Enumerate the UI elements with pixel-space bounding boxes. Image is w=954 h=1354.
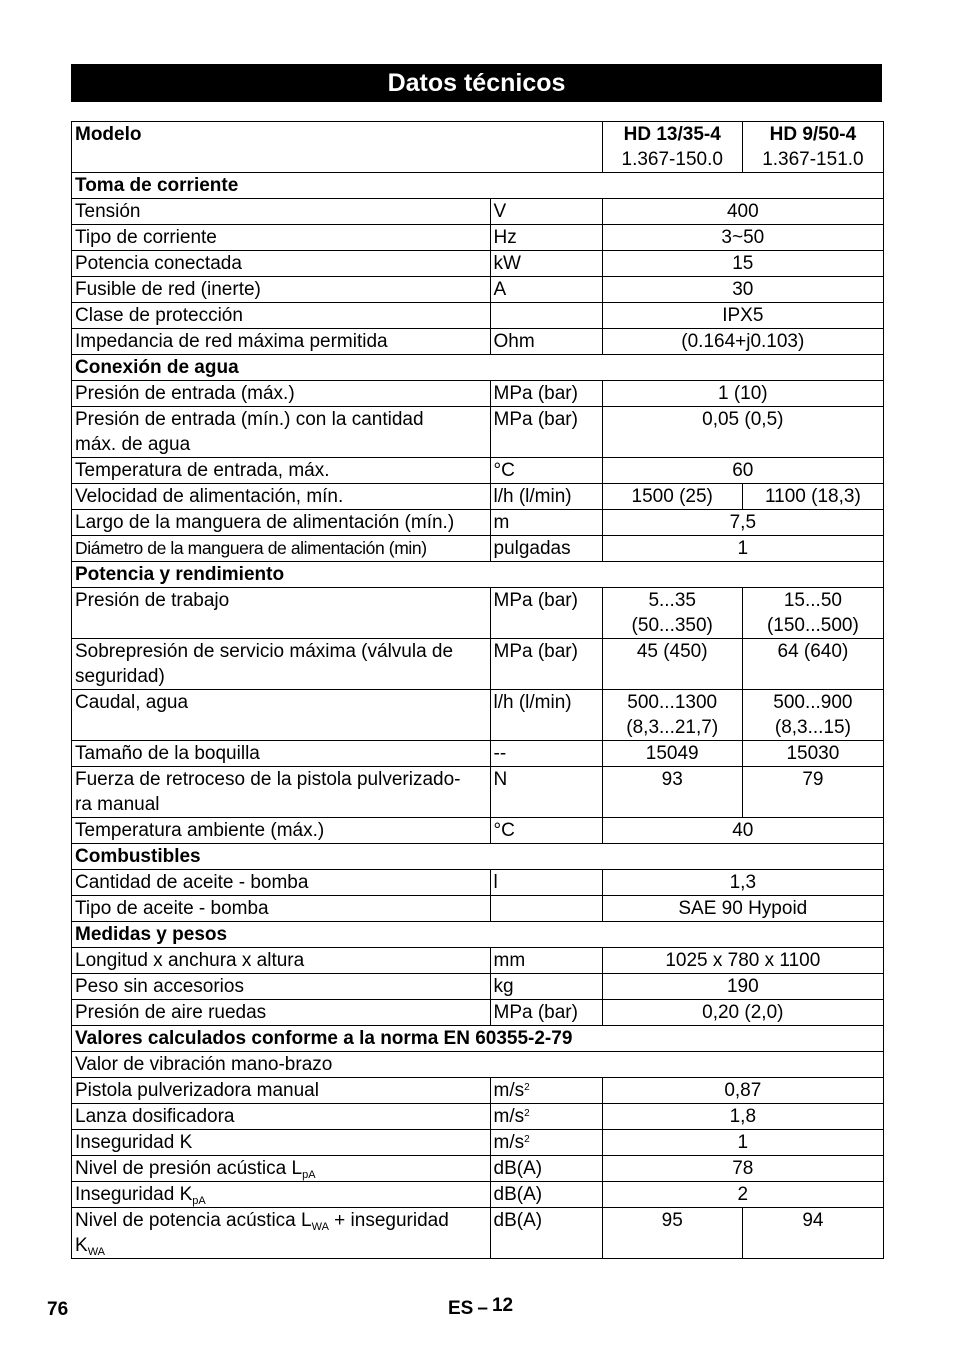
table-cell: 0,20 (2,0) <box>602 1000 883 1026</box>
table-cell: MPa (bar) <box>490 1000 602 1026</box>
table-cell: Presión de aire ruedas <box>72 1000 491 1026</box>
footer-lang-page: ES – 12 <box>448 1295 514 1319</box>
table-cell: (0.164+j0.103) <box>602 329 883 355</box>
table-cell: °C <box>490 818 602 844</box>
section-row <box>72 562 884 588</box>
table-cell <box>490 896 602 922</box>
table-cell: Potencia y rendimiento <box>72 562 884 588</box>
section-row <box>72 922 884 948</box>
section-row <box>72 844 884 870</box>
table-cell: l/h (l/min) <box>490 690 602 741</box>
table-cell: Toma de corriente <box>72 173 884 199</box>
table-cell: 64 (640) <box>742 639 883 690</box>
table-cell: MPa (bar) <box>490 381 602 407</box>
table-cell: 1,8 <box>602 1104 883 1130</box>
table-cell: mm <box>490 948 602 974</box>
section-row <box>72 355 884 381</box>
table-cell: Valor de vibración mano-brazo <box>72 1052 884 1078</box>
table-cell <box>490 303 602 329</box>
table-cell: A <box>490 277 602 303</box>
table-cell: Lanza dosificadora <box>72 1104 491 1130</box>
table-cell: $m/s^2$ <box>490 1104 602 1130</box>
table-cell: 3~50 <box>602 225 883 251</box>
table-cell: Largo de la manguera de alimentación (mín.) <box>72 510 491 536</box>
table-cell: 1 (10) <box>602 381 883 407</box>
table-row <box>72 199 884 225</box>
table-row <box>72 1208 884 1259</box>
table-row <box>72 741 884 767</box>
table-cell: Valores calculados conforme a la norma EN 60355-2-79 <box>72 1026 884 1052</box>
table-row <box>72 948 884 974</box>
table-cell: Tipo de aceite - bomba <box>72 896 491 922</box>
table-cell: $m/s^2$ <box>490 1130 602 1156</box>
table-cell: 1,3 <box>602 870 883 896</box>
table-cell: l <box>490 870 602 896</box>
table-cell: Tamaño de la boquilla <box>72 741 491 767</box>
table-cell: 500...900 (8,3...15) <box>742 690 883 741</box>
table-cell: 0,05 (0,5) <box>602 407 883 458</box>
table-cell: Nivel de potencia acústica $L_{WA}$ + inseguridad $K_{WA}$ <box>72 1208 491 1259</box>
table-cell: Inseguridad $K_{pA}$ <box>72 1182 491 1208</box>
table-header-row <box>72 122 884 173</box>
table-cell: 79 <box>742 767 883 818</box>
table-row <box>72 303 884 329</box>
table-row <box>72 251 884 277</box>
table-cell: 190 <box>602 974 883 1000</box>
table-cell: °C <box>490 458 602 484</box>
model-1-header: HD 13/35-4 1.367-150.0 <box>602 122 742 173</box>
table-cell: Ohm <box>490 329 602 355</box>
modelo-label: Modelo <box>72 122 603 173</box>
table-cell: -- <box>490 741 602 767</box>
table-row <box>72 974 884 1000</box>
table-cell: Velocidad de alimentación, mín. <box>72 484 491 510</box>
table-row <box>72 1000 884 1026</box>
table-cell: 40 <box>602 818 883 844</box>
table-cell: dB(A) <box>490 1156 602 1182</box>
model-2-header: HD 9/50-4 1.367-151.0 <box>742 122 883 173</box>
table-row <box>72 1052 884 1078</box>
table-cell: kW <box>490 251 602 277</box>
table-cell: 15049 <box>602 741 742 767</box>
table-cell: MPa (bar) <box>490 588 602 639</box>
table-cell: Tensión <box>72 199 491 225</box>
table-cell: 60 <box>602 458 883 484</box>
table-cell: Impedancia de red máxima permitida <box>72 329 491 355</box>
table-cell: Fuerza de retroceso de la pistola pulverizado- ra manual <box>72 767 491 818</box>
table-cell: 1025 x 780 x 1100 <box>602 948 883 974</box>
table-cell: l/h (l/min) <box>490 484 602 510</box>
table-cell: MPa (bar) <box>490 407 602 458</box>
table-cell: m <box>490 510 602 536</box>
page-title: Datos técnicos <box>71 64 882 102</box>
table-row <box>72 329 884 355</box>
table-cell: SAE 90 Hypoid <box>602 896 883 922</box>
table-cell: Presión de trabajo <box>72 588 491 639</box>
table-cell: Sobrepresión de servicio máxima (válvula de seguridad) <box>72 639 491 690</box>
table-cell: 400 <box>602 199 883 225</box>
table-row <box>72 407 884 458</box>
table-row <box>72 510 884 536</box>
section-row <box>72 1026 884 1052</box>
table-cell: Combustibles <box>72 844 884 870</box>
table-cell: Tipo de corriente <box>72 225 491 251</box>
section-row <box>72 173 884 199</box>
table-cell: 94 <box>742 1208 883 1259</box>
table-cell: Medidas y pesos <box>72 922 884 948</box>
table-row <box>72 690 884 741</box>
table-row <box>72 277 884 303</box>
table-cell: N <box>490 767 602 818</box>
table-cell: Hz <box>490 225 602 251</box>
table-cell: 500...1300 (8,3...21,7) <box>602 690 742 741</box>
table-row <box>72 767 884 818</box>
table-cell: 1 <box>602 1130 883 1156</box>
table-cell: dB(A) <box>490 1208 602 1259</box>
table-row <box>72 1078 884 1104</box>
table-cell: 0,87 <box>602 1078 883 1104</box>
table-row <box>72 818 884 844</box>
table-cell: Inseguridad K <box>72 1130 491 1156</box>
table-cell: IPX5 <box>602 303 883 329</box>
table-cell: Presión de entrada (mín.) con la cantidad máx. de agua <box>72 407 491 458</box>
table-cell: 7,5 <box>602 510 883 536</box>
table-row <box>72 1130 884 1156</box>
table-row <box>72 639 884 690</box>
table-row <box>72 1156 884 1182</box>
table-row <box>72 458 884 484</box>
table-cell: Pistola pulverizadora manual <box>72 1078 491 1104</box>
table-row <box>72 381 884 407</box>
table-cell: Cantidad de aceite - bomba <box>72 870 491 896</box>
table-cell: Clase de protección <box>72 303 491 329</box>
table-cell: 15...50 (150...500) <box>742 588 883 639</box>
table-cell: 95 <box>602 1208 742 1259</box>
table-cell: Diámetro de la manguera de alimentación (min) <box>72 536 491 562</box>
table-row <box>72 870 884 896</box>
table-cell: 15 <box>602 251 883 277</box>
table-cell: Presión de entrada (máx.) <box>72 381 491 407</box>
table-cell: Nivel de presión acústica $L_{pA}$ <box>72 1156 491 1182</box>
table-cell: V <box>490 199 602 225</box>
table-row <box>72 536 884 562</box>
table-cell: 1 <box>602 536 883 562</box>
table-cell: Temperatura de entrada, máx. <box>72 458 491 484</box>
table-row <box>72 484 884 510</box>
table-cell: Temperatura ambiente (máx.) <box>72 818 491 844</box>
table-row <box>72 1182 884 1208</box>
table-cell: 45 (450) <box>602 639 742 690</box>
table-row <box>72 588 884 639</box>
table-cell: 2 <box>602 1182 883 1208</box>
table-row <box>72 896 884 922</box>
table-cell: Conexión de agua <box>72 355 884 381</box>
table-cell: 15030 <box>742 741 883 767</box>
table-cell: 1500 (25) <box>602 484 742 510</box>
table-cell: 30 <box>602 277 883 303</box>
table-cell: MPa (bar) <box>490 639 602 690</box>
table-cell: 1100 (18,3) <box>742 484 883 510</box>
table-cell: Fusible de red (inerte) <box>72 277 491 303</box>
table-cell: pulgadas <box>490 536 602 562</box>
table-cell: dB(A) <box>490 1182 602 1208</box>
table-cell: 93 <box>602 767 742 818</box>
table-row <box>72 225 884 251</box>
table-cell: Peso sin accesorios <box>72 974 491 1000</box>
table-row <box>72 1104 884 1130</box>
table-cell: Longitud x anchura x altura <box>72 948 491 974</box>
table-cell: 5...35 (50...350) <box>602 588 742 639</box>
table-cell: kg <box>490 974 602 1000</box>
page-number: 76 <box>47 1299 69 1320</box>
spec-table <box>71 121 884 1259</box>
table-cell: $m/s^2$ <box>490 1078 602 1104</box>
table-cell: Caudal, agua <box>72 690 491 741</box>
table-cell: Potencia conectada <box>72 251 491 277</box>
table-cell: 78 <box>602 1156 883 1182</box>
